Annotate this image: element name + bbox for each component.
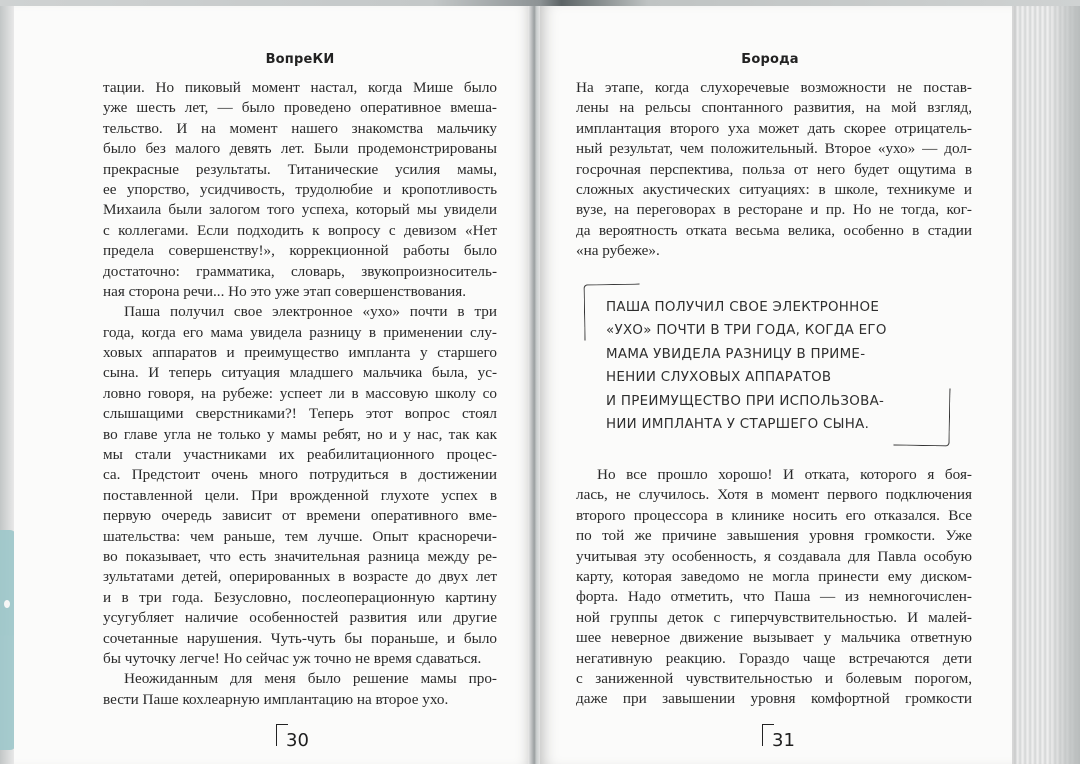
text-line: учитывая эту особенность, я создавала для Павла особую xyxy=(576,547,972,565)
text-line: Михаила были залогом того успеха, который мы увидели xyxy=(103,201,497,219)
left-body-text xyxy=(103,78,497,710)
text-line: и в три года. Безусловно, послеоперационную картину xyxy=(103,588,497,606)
page-number-right-value: 31 xyxy=(772,730,795,751)
text-line: ловно говоря, на рубеже: успеет ли в массовую школу со xyxy=(103,384,497,402)
text-line: Неожиданным для меня было решение мамы про- xyxy=(124,670,497,688)
text-line: Паша получил свое электронное «ухо» почти в три xyxy=(124,303,497,321)
text-line: вести Паше кохлеарную имплантацию на второе ухо. xyxy=(103,690,449,708)
text-line: по той же причине завышения уровня громкости. Уже xyxy=(576,527,972,545)
text-line: форта. Надо отметить, что Паша — из немногочислен- xyxy=(576,588,972,606)
text-line: карту, которая заведомо не могла принести ему диском- xyxy=(576,567,972,585)
text-line: Но все прошло хорошо! И отката, которого я боя- xyxy=(597,466,972,483)
running-head-left: ВопреКИ xyxy=(265,52,335,67)
text-line: во показывает, что есть значительная разница между ре- xyxy=(103,547,497,565)
text-line: да вероятность отката весьма велика, особенно в стадии xyxy=(576,221,972,239)
text-line: госрочная перспектива, польза от него будет ощутима в xyxy=(576,160,972,178)
left-page xyxy=(14,6,530,764)
text-line: лены на рельсы спонтанного развития, на мой взгляд, xyxy=(576,99,972,117)
text-line: слышащими сверстниками?! Теперь этот вопрос стоял xyxy=(103,405,497,423)
text-line: поставленной цели. При врожденной глухоте успех в xyxy=(103,486,497,504)
pull-quote-line: И ПРЕИМУЩЕСТВО ПРИ ИСПОЛЬЗОВА- xyxy=(606,393,885,409)
text-line: шательства: чем раньше, тем лучше. Опыт красноречи- xyxy=(103,527,497,545)
pull-quote xyxy=(584,284,950,446)
text-line: мы стали участниками их реабилитационного процес- xyxy=(103,446,497,464)
text-line: во главе угла не только у мамы ребят, но и у нас, так как xyxy=(103,425,497,443)
text-line: имплантация второго уха может дать скорее отрицатель- xyxy=(576,119,972,137)
text-line: с заниженной чувствительностью и болевым порогом, xyxy=(576,669,972,687)
pull-quote-line: МАМА УВИДЕЛА РАЗНИЦУ В ПРИМЕ- xyxy=(606,346,866,362)
text-line: сложных акустических ситуациях: в школе, техникуме и xyxy=(576,180,972,198)
text-line: зультатами детей, оперированных в возрасте до двух лет xyxy=(103,568,497,586)
text-line: года, когда его мама увидела разницу в применении слу- xyxy=(103,323,497,341)
folio-corner-mark xyxy=(276,724,288,746)
text-line: даже при завышении уровня комфортной громкости xyxy=(576,690,972,708)
pull-quote-line: НЕНИИ СЛУХОВЫХ АППАРАТОВ xyxy=(606,370,832,386)
text-line: тации. Но пиковый момент настал, когда Мише было xyxy=(103,79,497,96)
text-line: вузе, на переговорах в ресторане и пр. Но не тогда, ког- xyxy=(576,201,972,219)
folio-corner-mark xyxy=(762,724,774,746)
text-line: первую очередь зависит от времени оперативного вме- xyxy=(103,507,497,525)
text-line: с коллегами. Если подходить к вопросу с девизом «Нет xyxy=(103,221,497,239)
pull-quote-line: «УХО» ПОЧТИ В ТРИ ГОДА, КОГДА ЕГО xyxy=(606,323,887,339)
text-line: шее неверное движение вызывает у мальчика ответную xyxy=(576,629,972,647)
book-page-edges xyxy=(1012,6,1080,764)
text-line: сына. И теперь ситуация младшего мальчика была, ус- xyxy=(103,364,497,382)
text-line: прекрасные результаты. Титанические усилия мамы, xyxy=(103,160,497,178)
running-head-right: Борода xyxy=(741,52,799,67)
text-line: уже шесть лет, — было проведено оперативное вмеша- xyxy=(103,99,497,117)
pull-quote-line: НИИ ИМПЛАНТА У СТАРШЕГО СЫНА. xyxy=(606,416,870,432)
text-line: негативную реакцию. Гораздо чаще встречаются дети xyxy=(576,649,972,667)
right-page xyxy=(540,6,1012,764)
right-body-text-bottom xyxy=(576,465,972,710)
page-number-left-value: 30 xyxy=(286,730,309,751)
text-line: достаточно: грамматика, словарь, звукопроизноситель- xyxy=(103,262,497,280)
page-number-right xyxy=(772,730,795,752)
text-line: тельство. И на момент нашего знакомства мальчику xyxy=(103,119,497,137)
text-line: бы чуточку легче! Но сейчас уж точно не время сдаваться. xyxy=(103,649,482,667)
text-line: «на рубеже». xyxy=(576,242,660,260)
right-body-text-top xyxy=(576,78,972,262)
pull-quote-line: ПАША ПОЛУЧИЛ СВОЕ ЭЛЕКТРОННОЕ xyxy=(606,300,880,315)
text-line: второго процессора в клинике носить его отказался. Все xyxy=(576,506,972,524)
text-line: сочетанные нарушения. Чуть-чуть бы пораньше, и было xyxy=(103,629,497,647)
text-line: предела совершенству!», коррекционной работы было xyxy=(103,242,497,260)
text-line: ховых аппаратов и преимущество импланта у старшего xyxy=(103,344,497,362)
text-line: усугубляет наличие особенностей развития или другие xyxy=(103,609,497,627)
text-line: было без малого девять лет. Были продемонстрированы xyxy=(103,140,497,158)
page-number-left xyxy=(286,730,309,752)
text-line: На этапе, когда слухоречевые возможности не постав- xyxy=(576,79,972,96)
pull-quote-text xyxy=(606,296,936,436)
text-line: ная сторона речи... Но это уже этап совершенствования. xyxy=(103,282,467,300)
text-line: са. Предстоит очень много потрудиться в достижении xyxy=(103,466,497,484)
text-line: лась, не случилось. Хотя в момент первого подключения xyxy=(576,486,972,504)
text-line: ный результат, чем положительный. Второе «ухо» — дол- xyxy=(576,140,972,158)
text-line: ее упорство, усидчивость, трудолюбие и кропотливость xyxy=(103,180,497,198)
text-line: ной группы деток с гиперчувствительностью. И малей- xyxy=(576,608,972,626)
